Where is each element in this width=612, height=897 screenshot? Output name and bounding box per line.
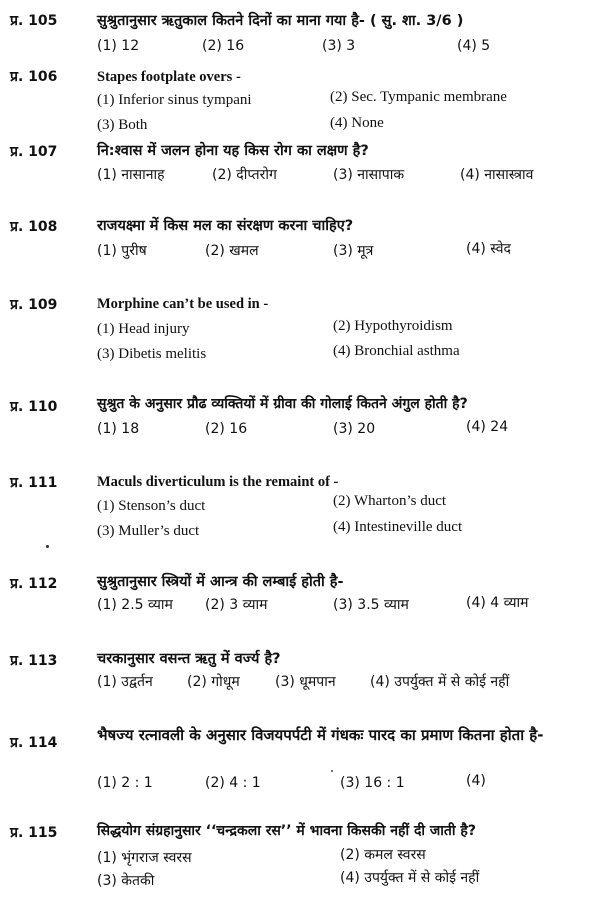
question-text: सुश्रुतानुसार स्त्रियों में आन्त्र की लम्बाई होती है-	[97, 574, 344, 590]
option-1: (1) Inferior sinus tympani	[97, 92, 252, 108]
question-text: राजयक्ष्मा में किस मल का संरक्षण करना चाहिए?	[97, 218, 354, 234]
option-2: (2) 16	[205, 421, 248, 437]
option-2: (2) गोधूम	[187, 674, 240, 690]
option-2: (2) खमल	[205, 243, 259, 259]
option-4: (4) Intestineville duct	[333, 519, 463, 535]
question-number: प्र. 115	[10, 825, 58, 841]
option-2: (2) Wharton’s duct	[333, 493, 447, 509]
option-1: (1) 2.5 व्याम	[97, 597, 173, 613]
question-number: प्र. 107	[10, 144, 58, 160]
question-number: प्र. 113	[10, 653, 58, 669]
question-number: प्र. 108	[10, 219, 58, 235]
option-3: (3) Muller’s duct	[97, 523, 200, 539]
option-2: (2) कमल स्वरस	[340, 847, 426, 863]
question-text: चरकानुसार वसन्त ऋतु में वर्ज्य है?	[97, 651, 281, 667]
option-2: (2) Hypothyroidism	[333, 318, 453, 334]
option-4: (4) 24	[466, 419, 509, 435]
option-4: (4)	[466, 773, 486, 789]
option-3: (3) Both	[97, 117, 148, 133]
option-2: (2) 4 : 1	[205, 775, 261, 791]
question-number: प्र. 112	[10, 576, 58, 592]
option-1: (1) 18	[97, 421, 140, 437]
question-number: प्र. 111	[10, 475, 58, 491]
question-number: प्र. 106	[10, 69, 58, 85]
option-3: (3) 3.5 व्याम	[333, 597, 409, 613]
option-4: (4) 4 व्याम	[466, 595, 529, 611]
speck	[46, 545, 49, 548]
option-3: (3) केतकी	[97, 873, 155, 889]
option-1: (1) Head injury	[97, 321, 190, 337]
question-text: Stapes footplate overs -	[97, 69, 241, 85]
option-3: (3) 20	[333, 421, 376, 437]
option-3: (3) 16 : 1	[340, 775, 405, 791]
question-text: Maculs diverticulum is the remaint of -	[97, 474, 339, 490]
option-4: (4) स्वेद	[466, 241, 511, 257]
option-3: (3) Dibetis melitis	[97, 346, 207, 362]
question-text: सिद्धयोग संग्रहानुसार ‘‘चन्द्रकला रस’’ में भावना किसकी नहीं दी जाती है?	[97, 823, 476, 839]
option-4: (4) उपर्युक्त में से कोई नहीं	[370, 674, 510, 690]
question-text: सुश्रुतानुसार ऋतुकाल कितने दिनों का माना गया है- ( सु. शा. 3/6 )	[97, 13, 464, 29]
option-3: (3) धूमपान	[275, 674, 336, 690]
option-1: (1) पुरीष	[97, 243, 147, 259]
option-3: (3) मूत्र	[333, 243, 374, 259]
option-4: (4) None	[330, 115, 384, 131]
option-1: (1) Stenson’s duct	[97, 498, 206, 514]
option-4: (4) नासास्त्राव	[460, 167, 534, 183]
option-2: (2) Sec. Tympanic membrane	[330, 89, 507, 105]
question-number: प्र. 110	[10, 399, 58, 415]
option-3: (3) नासापाक	[333, 167, 405, 183]
option-1: (1) नासानाह	[97, 167, 165, 183]
option-1: (1) 12	[97, 38, 140, 54]
question-number: प्र. 114	[10, 735, 58, 751]
question-text: सुश्रुत के अनुसार प्रौढ व्यक्तियों में ग्रीवा की गोलाई कितने अंगुल होती है?	[97, 396, 468, 412]
option-1: (1) भृंगराज स्वरस	[97, 850, 192, 866]
option-2: (2) दीप्तरोग	[212, 167, 277, 183]
question-number: प्र. 105	[10, 13, 58, 29]
option-3: (3) 3	[322, 38, 356, 54]
option-4: (4) 5	[457, 38, 491, 54]
question-number: प्र. 109	[10, 297, 58, 313]
option-1: (1) 2 : 1	[97, 775, 153, 791]
option-1: (1) उद्वर्तन	[97, 674, 153, 690]
question-text: भैषज्य रत्नावली के अनुसार विजयपर्पटी में गंधकः पारद का प्रमाण कितना होता है-	[97, 726, 544, 744]
option-2: (2) 3 व्याम	[205, 597, 268, 613]
option-4: (4) Bronchial asthma	[333, 343, 460, 359]
question-text: Morphine can’t be used in -	[97, 296, 269, 312]
speck	[331, 770, 333, 772]
question-text: नि:श्वास में जलन होना यह किस रोग का लक्षण है?	[97, 143, 369, 159]
option-4: (4) उपर्युक्त में से कोई नहीं	[340, 870, 480, 886]
option-2: (2) 16	[202, 38, 245, 54]
